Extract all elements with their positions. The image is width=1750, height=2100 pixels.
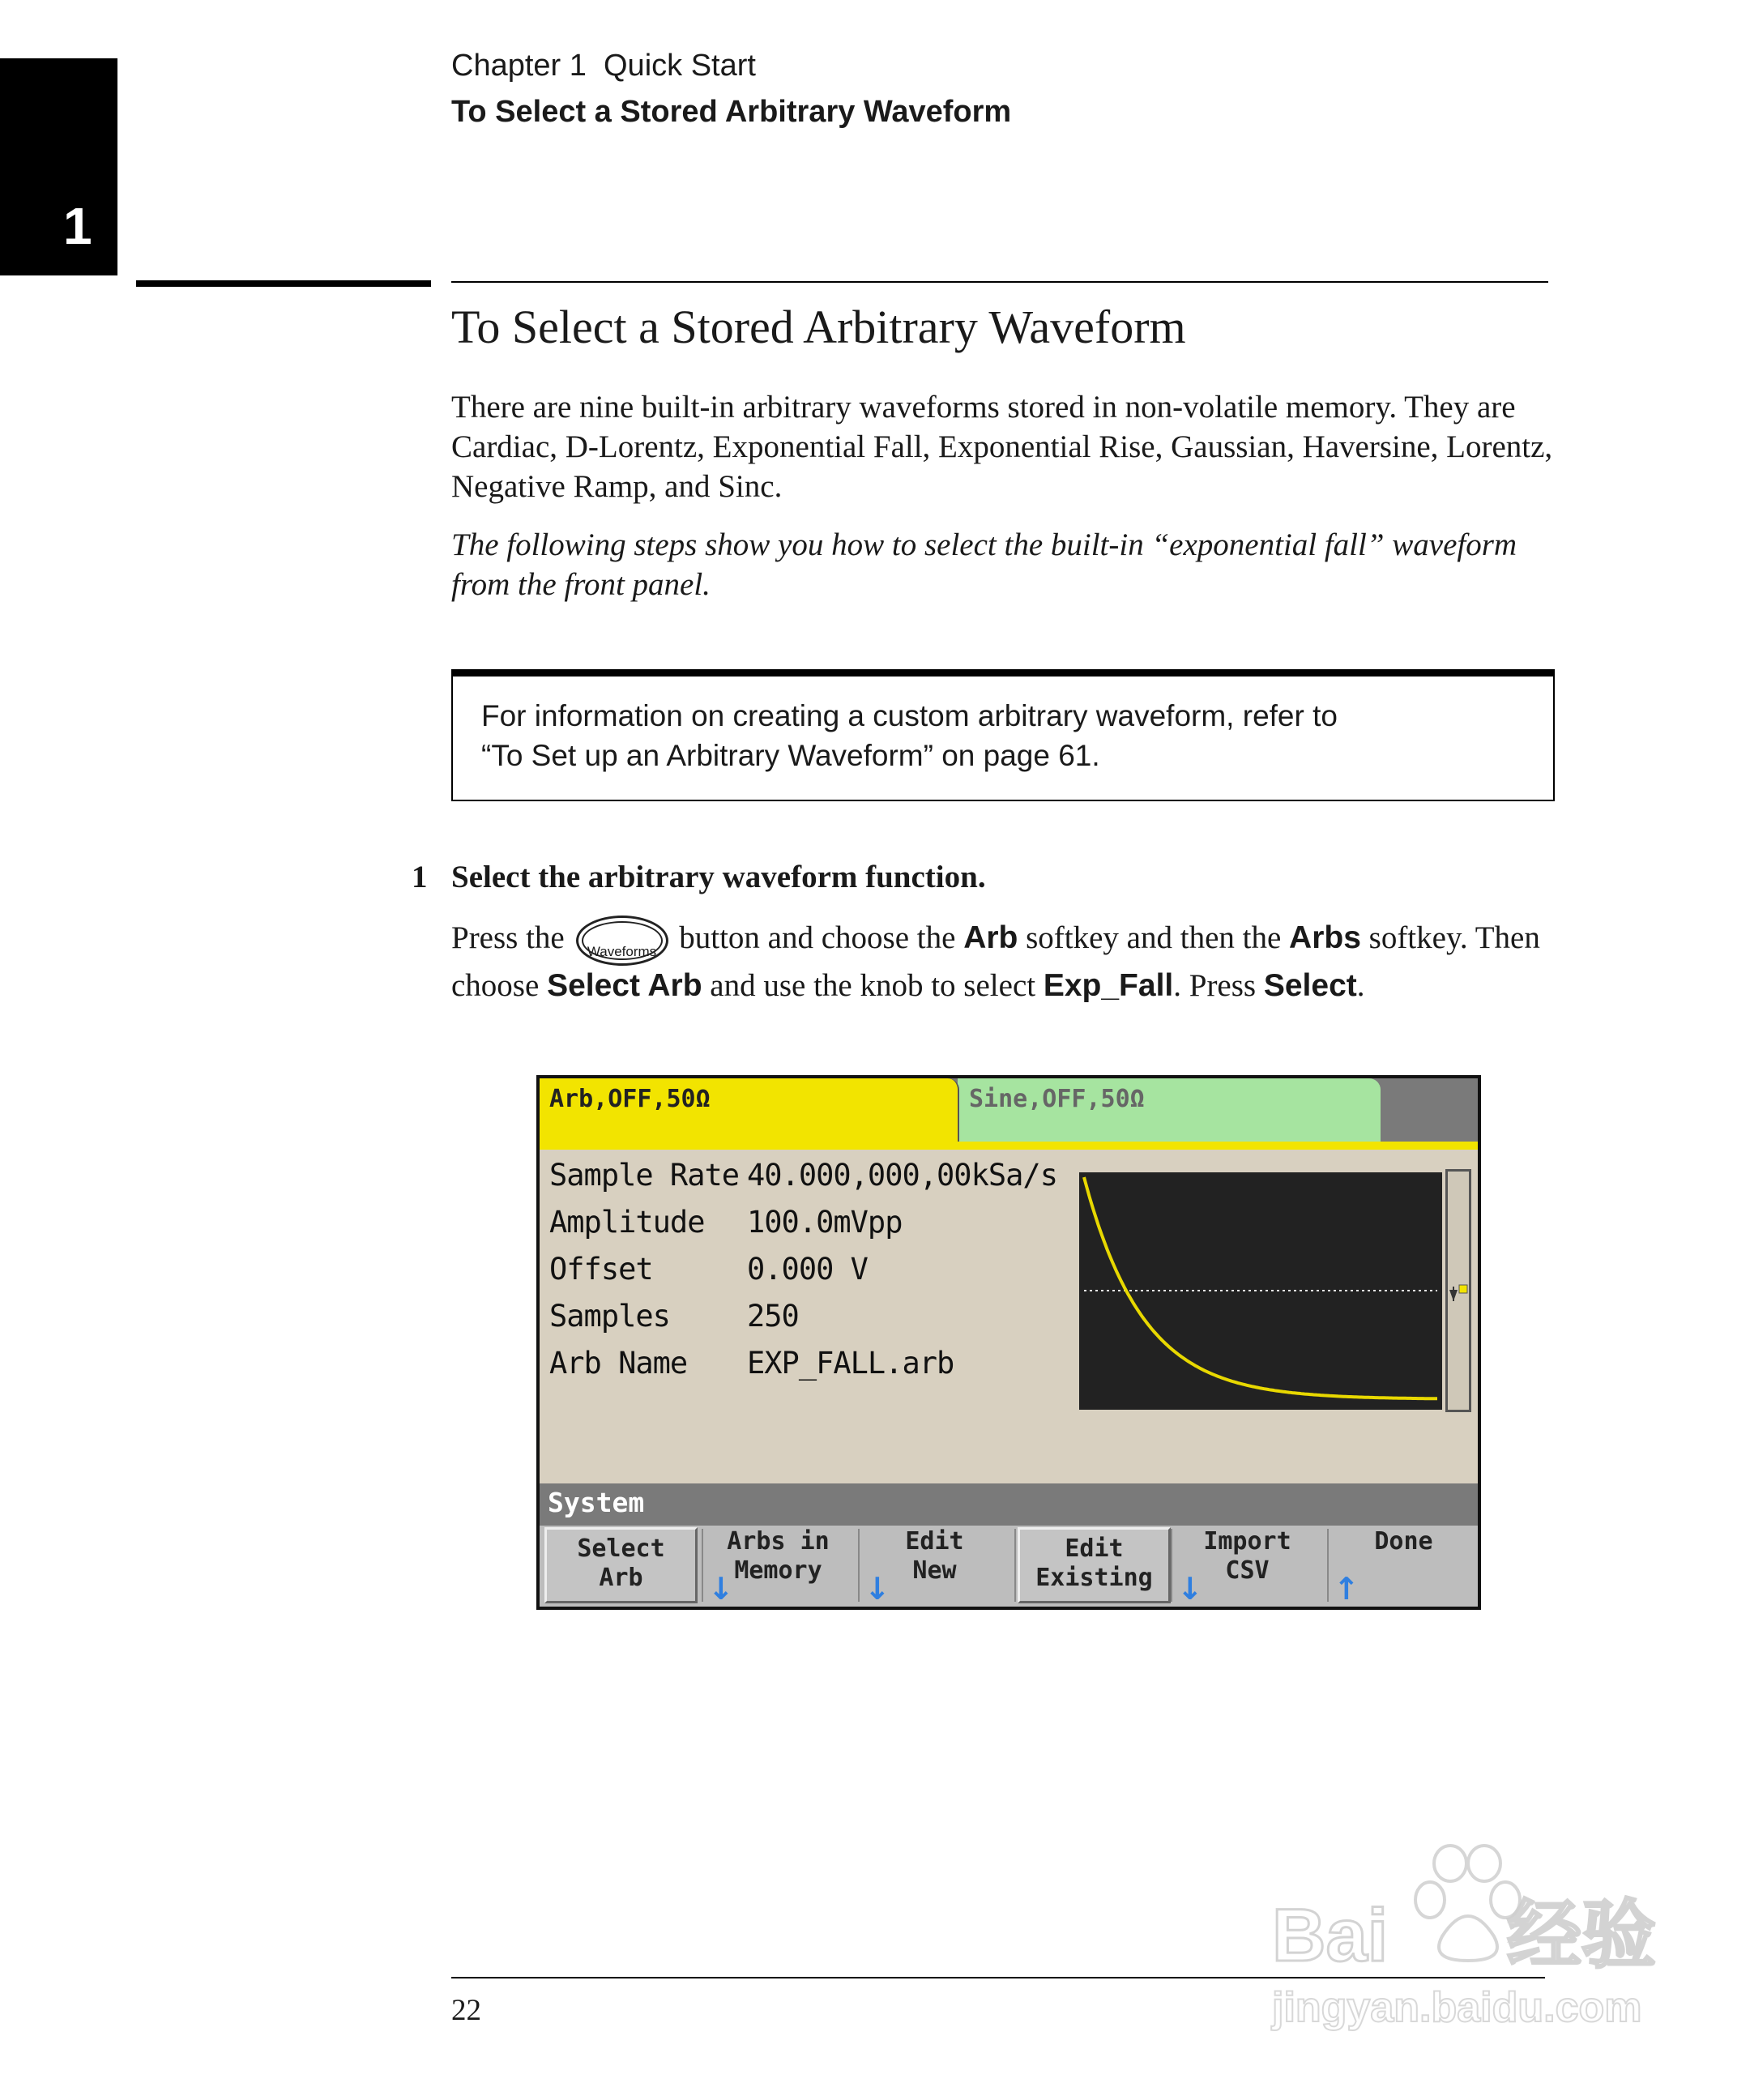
menu-title-bar	[540, 1483, 1478, 1526]
softkey-label: New	[912, 1556, 957, 1585]
note-box	[451, 669, 1555, 801]
waveform-plot	[1079, 1172, 1442, 1410]
watermark-url: jingyan.baidu.com	[1272, 1984, 1642, 2031]
softkey-label: Arbs in	[727, 1527, 830, 1556]
waveforms-button-icon	[576, 916, 668, 966]
waveforms-button-label: Waveforms	[587, 944, 657, 959]
softkey-row	[540, 1526, 1478, 1607]
param-label-offset: Offset	[549, 1252, 653, 1287]
chapter-tab-number: 1	[63, 197, 92, 255]
softkey-import-csv[interactable]	[1171, 1527, 1324, 1607]
softkey-label: Select	[577, 1534, 665, 1563]
softkey-select-arb[interactable]	[544, 1527, 698, 1603]
softkey-edit-new[interactable]	[858, 1527, 1011, 1607]
offset-scroll-indicator	[1445, 1169, 1471, 1412]
exp-fall-ref: Exp_Fall	[1043, 968, 1174, 1003]
softkey-label: Done	[1374, 1527, 1433, 1556]
param-label-samples: Samples	[549, 1299, 670, 1334]
softkey-label: Import	[1203, 1527, 1291, 1556]
param-value-samples: 250	[747, 1299, 799, 1334]
down-arrow-icon: ↓	[1177, 1571, 1203, 1607]
param-value-arb-name: EXP_FALL.arb	[747, 1346, 954, 1381]
active-channel-bar	[540, 1142, 1478, 1150]
step-text-1: button and choose the	[671, 920, 964, 955]
softkey-done[interactable]	[1327, 1527, 1480, 1607]
svg-text:经验: 经验	[1507, 1894, 1657, 1977]
softkey-label: Memory	[734, 1556, 822, 1585]
intro-paragraph: There are nine built-in arbitrary waveforms stored in non-volatile memory. They are Cardiac, D-Lorentz, Exponential Fall, Exponential Rise, Gaussian, Haversine, Lorentz, Negative Ramp, and Sinc.	[451, 390, 1553, 504]
running-header-section: To Select a Stored Arbitrary Waveform	[451, 95, 1012, 129]
param-label-amplitude: Amplitude	[549, 1205, 705, 1240]
header-rule-thick	[136, 280, 431, 287]
offset-marker-icon	[1448, 1172, 1469, 1410]
softkey-arbs-in-memory[interactable]	[702, 1527, 855, 1607]
down-arrow-icon: ↓	[708, 1571, 734, 1607]
down-arrow-icon: ↓	[864, 1571, 890, 1607]
param-value-amplitude[interactable]: 100.0mVpp	[747, 1205, 903, 1240]
channel-tab-arb-label: Arb,OFF,50Ω	[549, 1085, 711, 1113]
channel-tab-sine-label: Sine,OFF,50Ω	[969, 1085, 1145, 1113]
note-text	[481, 696, 1534, 775]
step-number: 1	[412, 860, 428, 894]
svg-text:Bai: Bai	[1272, 1894, 1389, 1977]
arb-softkey-ref: Arb	[963, 920, 1018, 955]
softkey-label: Existing	[1035, 1564, 1153, 1592]
step-title: Select the arbitrary waveform function.	[451, 860, 986, 894]
param-label-arb-name: Arb Name	[549, 1346, 688, 1381]
select-ref: Select	[1263, 968, 1357, 1003]
up-arrow-icon: ↑	[1334, 1571, 1359, 1607]
running-header-chapter: Chapter 1 Quick Start	[451, 49, 756, 83]
waveform-display	[1079, 1172, 1442, 1410]
page-number: 22	[451, 1994, 481, 2027]
note-line-1: For information on creating a custom arbitrary waveform, refer to	[481, 699, 1338, 732]
arbs-softkey-ref: Arbs	[1289, 920, 1361, 955]
channel-tab-arb[interactable]	[540, 1078, 959, 1148]
note-line-2: “To Set up an Arbitrary Waveform” on page 61.	[481, 739, 1100, 772]
param-label-sample-rate: Sample Rate	[549, 1158, 740, 1193]
step-text-5: . Press	[1173, 968, 1264, 1003]
section-title: To Select a Stored Arbitrary Waveform	[451, 301, 1186, 353]
select-arb-ref: Select Arb	[547, 968, 702, 1003]
step-text-6: .	[1356, 968, 1365, 1003]
softkey-edit-existing[interactable]	[1018, 1527, 1171, 1603]
step-text-2: softkey and then the	[1018, 920, 1290, 955]
intro-italic-paragraph: The following steps show you how to select the built-in “exponential fall” waveform from the front panel.	[451, 527, 1517, 602]
param-value-sample-rate[interactable]: 40.000,000,00kSa/s	[747, 1158, 1057, 1193]
menu-title: System	[548, 1487, 645, 1518]
softkey-label: Edit	[1065, 1534, 1124, 1563]
header-rule-thin	[451, 281, 1548, 283]
baidu-watermark-logo	[1248, 1839, 1669, 2042]
softkey-label: CSV	[1225, 1556, 1270, 1585]
softkey-label: Arb	[599, 1564, 643, 1592]
instrument-screen	[536, 1075, 1481, 1610]
waveform-trace	[1084, 1177, 1437, 1398]
channel-tab-sine[interactable]	[958, 1078, 1381, 1148]
step-text-3: softkey. Then choose	[451, 920, 1548, 1003]
softkey-separator	[1014, 1529, 1016, 1602]
step-text-4: and use the knob to select	[702, 968, 1044, 1003]
step-text-press-the: Press the	[451, 920, 565, 955]
softkey-label: Edit	[905, 1527, 964, 1556]
chapter-tab	[0, 58, 117, 275]
param-value-offset[interactable]: 0.000 V	[747, 1252, 868, 1287]
step-body	[451, 916, 1569, 1005]
